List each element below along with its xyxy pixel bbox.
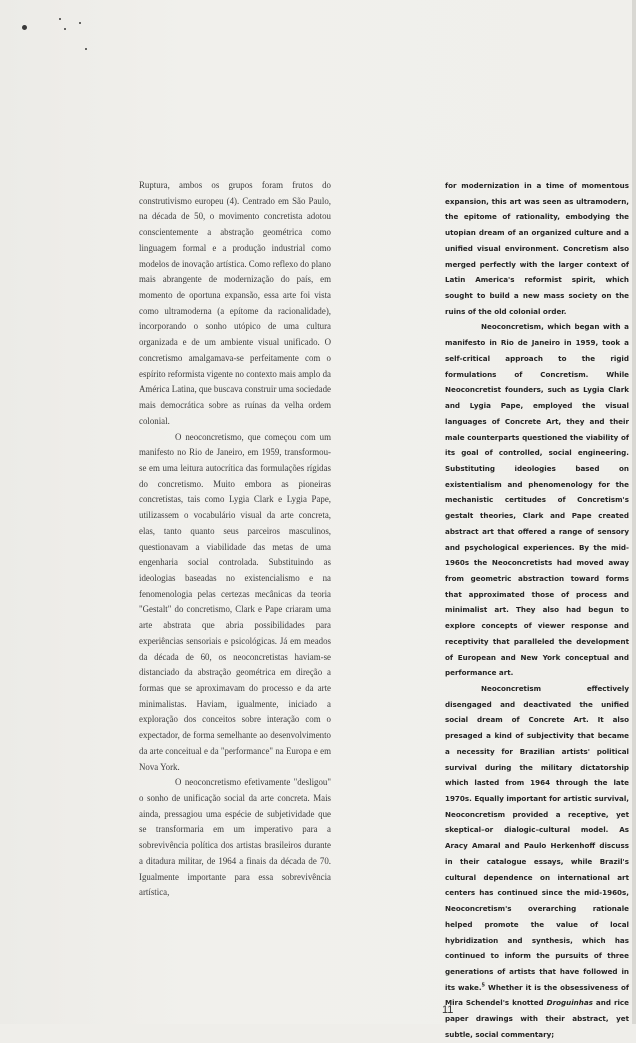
- print-speck: [79, 22, 81, 24]
- en-paragraph-1: for modernization in a time of momentous expansion, this art was seen as ultramodern, the epitome of rationality, embodying the utopian dream of an organized culture and a unified visual environment. Concretism also merged perfectly with the larger context of Latin America's reformist spirit, which sought to build a new mass society on the ruins of the old colonial order.: [445, 181, 629, 316]
- page-number: 11: [442, 1004, 454, 1016]
- en-paragraph-2: Neoconcretism, which began with a manifesto in Rio de Janeiro in 1959, took a self-critical approach to the rigid formulations of Concretism. While Neoconcretist founders, such as Lygia Clark and Lygia Pape, employed the visual languages of Concrete Art, they and their male counterparts questioned the viability of its goal of controlled, social engineering. Substituting ideologies based on existentialism and phenomenology for the mechanistic certitudes of Concretism's gestalt theories, Clark and Pape created abstract art that offered a range of sensory and psychological experiences. By the mid-1960s the Neoconcretists had moved away from geometric abstraction toward forms that approximated those of process and minimalist art. They also had begun to explore concepts of viewer response and receptivity that paralleled the development of European and New York conceptual and performance art.: [445, 322, 629, 678]
- pt-paragraph-1: Ruptura, ambos os grupos foram frutos do construtivismo europeu (4). Centrado em São Paulo, na década de 50, o movimento concretista adotou conscientemente a abstração geométrica como linguagem formal e a produção industrial como modelos de inovação artística. Como reflexo do plano mais abrangente de modernização do país, em momento de oportuna expansão, essa arte foi vista como ultramoderna (a epítome da racionalidade), incorporando o sonho utópico de uma cultura organizada e de um ambiente visual unificado. O concretismo amalgamava-se perfeitamente com o espírito reformista vigente no contexto mais amplo da América Latina, que buscava construir uma sociedade mais democrática sobre as ruínas da velha ordem colonial.: [139, 180, 331, 426]
- en-paragraph-3: [445, 681, 629, 1043]
- print-speck: [59, 18, 61, 20]
- print-speck: [22, 25, 27, 30]
- portuguese-column: [139, 178, 331, 901]
- pt-paragraph-2: O neoconcretismo, que começou com um manifesto no Rio de Janeiro, em 1959, transformou-se em uma leitura autocrítica das formulações rígidas do concretismo. Muito embora as pioneiras concretistas, tais como Lygia Clark e Lygia Pape, utilizassem o vocabulário visual da arte concreta, elas, tanto quanto seus parceiros masculinos, questionavam a viabilidade das metas de uma engenharia social controlada. Substituindo as ideologias baseadas no existencialismo e na fenomenologia pelas certezas mecânicas da teoria "Gestalt" do concretismo, Clark e Pape criaram uma arte abstrata que abria possibilidades para experiências sensoriais e psicológicas. Já em meados da década de 60, os neoconcretistas haviam-se distanciado da abstração geométrica em direção a formas que se aproximavam do processo e da arte minimalistas. Haviam, igualmente, iniciado a exploração dos conceitos sobre interação com o expectador, de forma semelhante ao desenvolvimento da arte conceitual e da "performance" na Europa e em Nova York.: [139, 431, 331, 772]
- print-speck: [64, 28, 66, 30]
- artwork-title: Droguinhas: [546, 998, 593, 1008]
- en-paragraph-3-continued: Whether it is the obsessiveness of Mira Schendel's knotted: [445, 982, 629, 1008]
- footnote-marker: 5: [481, 982, 486, 989]
- page-edge: [632, 0, 636, 1024]
- print-speck: [85, 48, 87, 50]
- pt-paragraph-3: O neoconcretismo efetivamente "desligou" o sonho de unificação social da arte concreta. Mais ainda, pressagiou uma espécie de subjetividade que se transformaria em um imperativo para a sobrevivência política dos artistas brasileiros durante a ditadura militar, de 1964 a finais da década de 70. Igualmente importante para essa sobrevivência artística,: [139, 777, 331, 898]
- english-column: [445, 178, 629, 1043]
- en-paragraph-3-text: Neoconcretism effectively disengaged and deactivated the unified social dream of Concrete Art. It also presaged a kind of subjectivity that became a necessity for Brazilian artists' political survival during the military dictatorship which lasted from 1964 through the late 1970s. Equally important for artistic survival, Neoconcretism provided a receptive, yet skeptical–or dialogic–cultural model. As Aracy Amaral and Paulo Herkenhoff discuss in their catalogue essays, while Brazil's cultural dependence on international art centers has continued since the mid-1960s, Neoconcretism's overarching rationale helped promote the value of local hybridization and synthesis, which has continued to inform the pursuits of three generations of artists that have followed in its wake.: [445, 684, 629, 992]
- en-paragraph-3-end: and rice paper drawings with their abstract, yet subtle, social commentary;: [445, 998, 629, 1039]
